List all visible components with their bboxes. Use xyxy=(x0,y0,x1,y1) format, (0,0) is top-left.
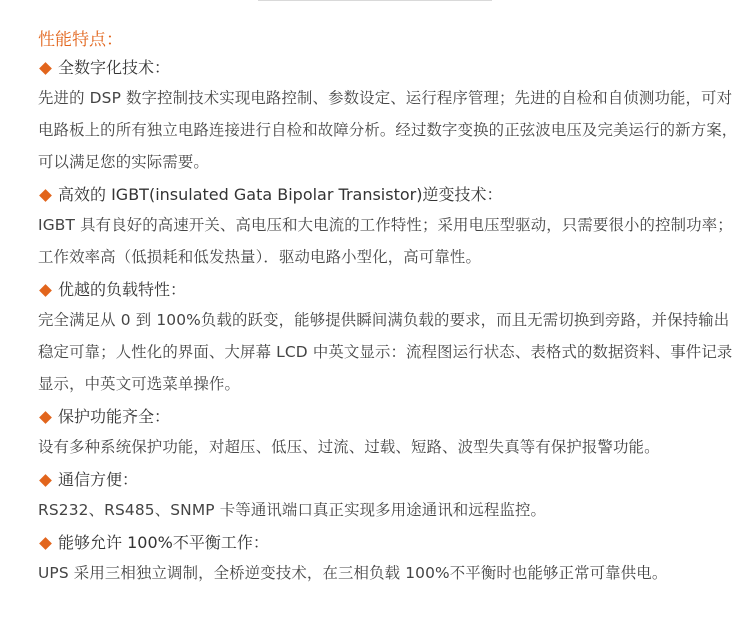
section-heading-text: 保护功能齐全： xyxy=(58,407,171,426)
section-load xyxy=(38,276,738,400)
diamond-bullet-icon xyxy=(39,474,52,487)
section-heading-text: 能够允许 100%不平衡工作： xyxy=(58,533,269,552)
section-heading-text: 全数字化技术： xyxy=(58,58,171,77)
section-protection xyxy=(38,403,738,463)
section-heading-text: 通信方便： xyxy=(58,470,139,489)
diamond-bullet-icon xyxy=(39,62,52,75)
section-body: 设有多种系统保护功能，对超压、低压、过流、过载、短路、波型失真等有保护报警功能。 xyxy=(38,438,660,456)
section-body: 完全满足从 0 到 100%负载的跃变，能够提供瞬间满负载的要求，而且无需切换到旁路，并保持输出稳定可靠；人性化的界面、大屏幕 LCD 中英文显示：流程图运行状态、表格式的数据资料、事件记录显示，中英文可选菜单操作。 xyxy=(38,311,733,393)
section-heading xyxy=(38,403,738,431)
diamond-bullet-icon xyxy=(39,189,52,202)
section-unbalanced xyxy=(38,529,738,589)
diamond-bullet-icon xyxy=(39,537,52,550)
section-body: 先进的 DSP 数字控制技术实现电路控制、参数设定、运行程序管理；先进的自检和自侦测功能，可对电路板上的所有独立电路连接进行自检和故障分析。经过数字变换的正弦波电压及完美运行的新方案，可以满足您的实际需要。 xyxy=(38,89,738,171)
section-heading xyxy=(38,466,738,494)
section-heading-text: 高效的 IGBT(insulated Gata Bipolar Transistor)逆变技术： xyxy=(58,185,503,204)
diamond-bullet-icon xyxy=(39,284,52,297)
section-heading xyxy=(38,529,738,557)
section-body: RS232、RS485、SNMP 卡等通讯端口真正实现多用途通讯和远程监控。 xyxy=(38,501,547,519)
diamond-bullet-icon xyxy=(39,411,52,424)
section-body: UPS 采用三相独立调制，全桥逆变技术，在三相负载 100%不平衡时也能够正常可靠供电。 xyxy=(38,564,668,582)
section-body: IGBT 具有良好的高速开关、高电压和大电流的工作特性；采用电压型驱动，只需要很小的控制功率；工作效率高（低损耗和低发热量）．驱动电路小型化，高可靠性。 xyxy=(38,216,733,266)
section-heading-text: 优越的负载特性： xyxy=(58,280,187,299)
section-communication xyxy=(38,466,738,526)
section-heading xyxy=(38,276,738,304)
top-divider xyxy=(258,0,492,1)
feature-document xyxy=(38,26,738,592)
section-heading xyxy=(38,181,738,209)
section-heading xyxy=(38,54,738,82)
features-title: 性能特点： xyxy=(38,30,123,50)
section-igbt xyxy=(38,181,738,273)
section-digital-tech xyxy=(38,54,738,178)
